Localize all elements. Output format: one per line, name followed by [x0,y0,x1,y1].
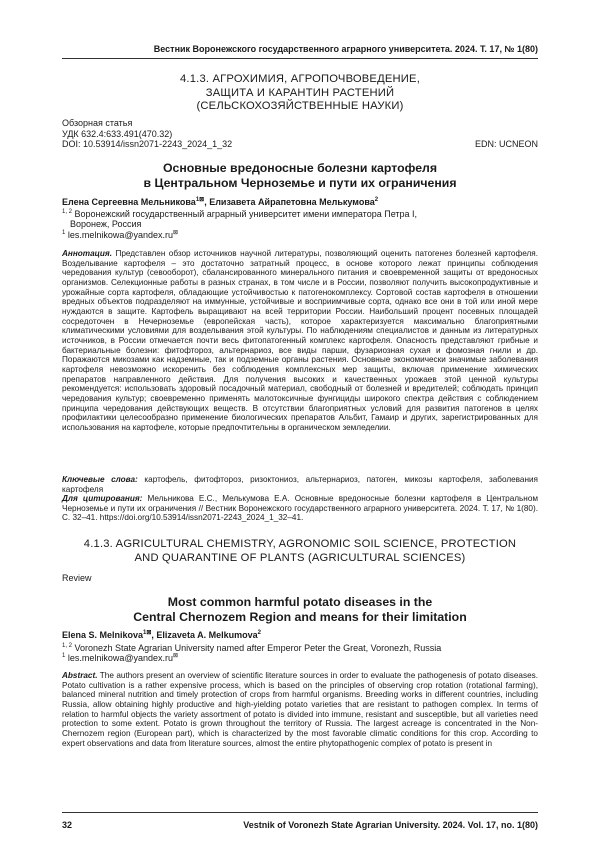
authors-en [62,630,261,640]
header-rule [62,58,538,59]
affiliation-sup: 1, 2 [62,209,73,215]
citation-text: Мельникова Е.С., Мелькумова Е.А. Основные вредоносные болезни картофеля в Центральном Черноземье и пути их ограничения // Вестник Воронежского государственного аграрного университета. 2024. Т. 17, № 1(80). С. 32–41. https://doi.org/10.53914/issn2071-2243_2024_1_32–41. [62,494,538,523]
keywords-ru [62,475,538,494]
article-type-en: Review [62,573,92,583]
envelope-icon: ⊠ [173,653,179,660]
citation-ru [62,494,538,523]
section-line-3: (СЕЛЬСКОХОЗЯЙСТВЕННЫЕ НАУКИ) [196,100,404,112]
title-en-line-1: Most common harmful potato diseases in the [167,595,433,609]
section-line-2: ЗАЩИТА И КАРАНТИН РАСТЕНИЙ [205,86,395,99]
edn-code: EDN: UCNEON [474,139,538,149]
udk-code: УДК 632.4:633.491(470.32) [62,128,173,139]
author-en-1: Elena S. Melnikova [62,630,144,640]
page-number: 32 [62,820,73,830]
author-en-sep: , [151,630,157,640]
citation-label: Для цитирования: [62,494,143,503]
author-en-2-sup: 2 [257,630,261,636]
keywords-label: Ключевые слова: [62,475,138,484]
author-sep: , [204,197,210,207]
author-en-2: Elizaveta A. Melkumova [156,630,258,640]
affiliation-line-2: Воронеж, Россия [70,219,142,230]
title-line-1: Основные вредоносные болезни картофеля [162,161,438,175]
author-1-sup: 1⊠ [195,197,205,203]
author-1: Елена Сергеевна Мельникова [62,197,196,207]
section-line-1: 4.1.3. АГРОХИМИЯ, АГРОПОЧВОВЕДЕНИЕ, [179,73,421,85]
keywords-text: картофель, фитофтороз, ризоктониоз, альтернариоз, патоген, микозы картофеля, заболевания картофеля [62,475,538,494]
author-email[interactable]: les.melnikowa@yandex.ru [65,229,174,240]
affiliation-line-1: Воронежский государственный аграрный университет имени императора Петра I, [72,209,418,219]
abstract-en [62,671,538,748]
title-en-line-2: Central Chernozem Region and means for their limitation [133,610,467,624]
affiliation-ru [62,209,417,240]
footer-rule [62,812,538,813]
abstract-ru [62,249,538,432]
email-sup: 1 [62,229,66,236]
abstract-en-label: Abstract. [62,671,98,680]
abstract-en-text: The authors present an overview of scientific literature sources in order to evaluate the pathogenesis of potato diseases. Potato cultivation is a rather expensive process, which is based on the principles of observing crop rotation (rotational farming), balanced mineral nutrition and timely protection of crops from harmful organisms. Breeding works in different countries, including Russia, allow obtaining highly productive and high-yielding potato varieties that are resistant to pathogen complex. In terms of relation to harmful objects the variety assortment of potato is divided into immune, resistant and susceptible, but all varieties need protection to some extent. Potato is grown throughout the territory of Russia. The largest acreage is concentrated in the Non-Chernozem region (European part), which is characterized by the most favorable climatic conditions for this crop. According to expert observations and data from literature sources, almost the entire phytopathogenic complex of potato is present in [62,671,538,748]
article-type: Обзорная статья [62,118,133,128]
author-2-sup: 2 [374,197,379,203]
section-en-line-2: AND QUARANTINE OF PLANTS (AGRICULTURAL SCIENCES) [134,551,466,564]
envelope-icon: ⊠ [173,229,179,236]
running-header: Вестник Воронежского государственного аграрного университета. 2024. Т. 17, № 1(80) [153,44,538,54]
article-title-ru [62,161,538,191]
page [62,0,538,848]
authors-ru [62,197,378,207]
article-title-en [62,595,538,625]
doi-link[interactable]: DOI: 10.53914/issn2071-2243_2024_1_32 [62,139,233,150]
affiliation-en [62,643,441,664]
author-en-1-sup: 1⊠ [143,630,152,636]
affiliation-en-sup: 1, 2 [62,643,73,649]
affiliation-en-line-1: Voronezh State Agrarian University named after Emperor Peter the Great, Voronezh, Russia [72,643,442,653]
abstract-label: Аннотация. [62,249,113,258]
email-en-sup: 1 [62,653,66,660]
author-2: Елизавета Айрапетовна Мелькумова [209,197,375,207]
section-heading-ru [62,73,538,114]
author-email-en[interactable]: les.melnikowa@yandex.ru [65,653,174,664]
article-meta-ru [62,118,232,150]
running-footer: Vestnik of Voronezh State Agrarian University. 2024. Vol. 17, no. 1(80) [243,820,538,830]
title-line-2: в Центральном Черноземье и пути их ограничения [143,176,457,190]
abstract-text: Представлен обзор источников научной литературы, позволяющий оценить патогенез болезней картофеля. Возделывание картофеля – это достаточно затратный процесс, в основе которого лежат принципы соблюдения чередования культур (севооборот), сбалансированного минерального питания и своевременной защиты от вредоносных организмов. Селекционные работы в разных странах, в том числе и в России, позволяют получить высокопродуктивные и урожайные сорта картофеля, обладающие устойчивостью к патогенокомплексу. Сортовой состав картофеля в отношении вредных объектов подразделяют на иммунные, устойчивые и восприимчивые сорта, однако все они в той или иной мере нуждаются в защите. Картофель выращивают на всей территории России. Наибольший процент посевных площадей сосредоточен в Нечерноземье (европейская часть), которое характеризуется максимально благоприятными климатическими условиями для возделывания этой культуры. По наблюдениям специалистов и данным из литературных источников, в России отмечается почти весь фитопатогенный комплекс картофеля. Опасность представляют грибные и бактериальные болезни: фитофтороз, альтернариоз, все виды парши, фузариозная сухая и фомозная гнили и др. Поражаются микозами как надземные, так и подземные органы растения. Основные экономически значимые заболевания картофеля невозможно искоренить без соблюдения комплексных мер защиты, включая применение химических препаратов направленного действия. Для получения высоких и качественных урожаев этой ценной культуры рекомендуется: использовать здоровый посадочный материал, свободный от болезней и вредителей; соблюдать принцип чередования культур; своевременно применять малотоксичные фунгициды широкого спектра действия с соблюдением принципа чередования действующих веществ. В отсутствии благоприятных условий для развития патогенов в целях профилактики целесообразно применение биологических препаратов Альбит, Гамаир и других, зарегистрированных для использования на картофеле, которые предпочтительны в органическом земледелии. [62,249,538,432]
section-en-line-1: 4.1.3. AGRICULTURAL CHEMISTRY, AGRONOMIC SOIL SCIENCE, PROTECTION [83,538,517,550]
section-heading-en [62,538,538,565]
